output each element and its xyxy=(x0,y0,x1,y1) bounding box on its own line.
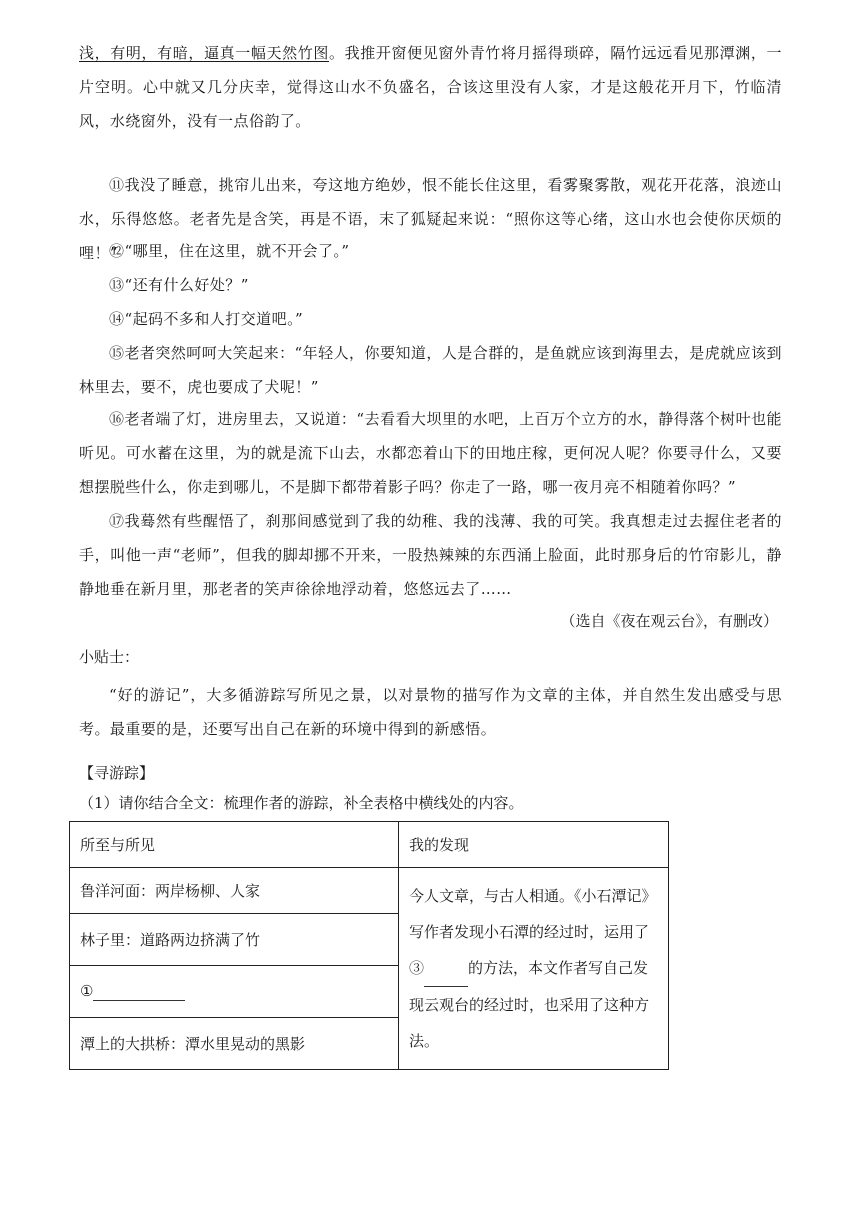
essay-paragraph-14: ⑭“起码不多和人打交道吧。” xyxy=(109,310,304,328)
question-1: （1）请你结合全文：梳理作者的游踪，补全表格中横线处的内容。 xyxy=(79,794,524,812)
finding-text-before: 今人文章，与古人相通。《小石潭记》写作者发现小石潭的经过时，运用了③ xyxy=(409,887,657,977)
essay-paragraph-12: ⑫“哪里，住在这里，就不开会了。” xyxy=(109,242,350,260)
itinerary-table xyxy=(69,821,669,1070)
route-cell-1: 鲁洋河面：两岸杨柳、人家 xyxy=(70,868,399,914)
essay-paragraph-16: ⑯老者端了灯，进房里去，又说道：“去看看大坝里的水吧，上百万个立方的水，静得落个树叶也能听见。可水蓄在这里，为的就是流下山去，水都恋着山下的田地庄稼，更何况人呢？你要寻什么，又要想摆脱些什么，你走到哪儿，不是脚下都带着影子吗？你走了一路，哪一夜月亮不相随着你吗？” xyxy=(79,410,782,496)
header-left-cell: 所至与所见 xyxy=(70,822,399,868)
table-header-row xyxy=(70,822,669,868)
essay-paragraph-15: ⑮老者突然呵呵大笑起来：“年轻人，你要知道，人是合群的，是鱼就应该到海里去，是虎就应该到林里去，要不，虎也要成了犬呢！” xyxy=(79,344,782,396)
answer-blank-3[interactable] xyxy=(424,950,468,987)
tips-body: “好的游记”，大多循游踪写所见之景，以对景物的描写作为文章的主体，并自然生发出感受与思考。最重要的是，还要写出自己在新的环境中得到的新感悟。 xyxy=(79,686,782,738)
intro-text: 。我推开窗便见窗外青竹将月摇得琐碎，隔竹远远看见那潭渊，一片空明。心中就又几分庆幸，觉得这山水不负盛名，合该这里没有人家，才是这般花开月下，竹临清风，水绕窗外，没有一点俗韵了。 xyxy=(79,44,782,130)
finding-cell xyxy=(399,868,669,1070)
section-title: 【寻游踪】 xyxy=(79,764,155,782)
underlined-phrase: 浅，有明，有暗，逼真一幅天然竹图 xyxy=(79,44,330,62)
header-right-cell: 我的发现 xyxy=(399,822,669,868)
essay-source: （选自《夜在观云台》，有删改） xyxy=(560,612,778,630)
essay-paragraph-intro xyxy=(79,36,782,138)
essay-paragraph-11: ⑪我没了睡意，挑帘儿出来，夸这地方绝妙，恨不能长住这里，看雾聚雾散，观花开花落，浪迹山水，乐得悠悠。老者先是含笑，再是不语，末了狐疑起来说：“照你这等心绪，这山水也会使你厌烦的哩！” xyxy=(79,176,782,262)
route-cell-3-label: ① xyxy=(80,982,94,1000)
tips-title: 小贴士： xyxy=(79,648,140,666)
essay-paragraph-17: ⑰我蓦然有些醒悟了，刹那间感觉到了我的幼稚、我的浅薄、我的可笑。我真想走过去握住老者的手，叫他一声“老师”，但我的脚却挪不开来，一股热辣辣的东西涌上脸面，此时那身后的竹帘影儿，静静地垂在新月里，那老者的笑声徐徐地浮动着，悠悠远去了…… xyxy=(79,512,782,598)
answer-blank-1[interactable] xyxy=(93,982,185,1001)
route-cell-2: 林子里：道路两边挤满了竹 xyxy=(70,914,399,966)
essay-paragraph-13: ⑬“还有什么好处？” xyxy=(109,276,249,294)
route-cell-3 xyxy=(70,966,399,1018)
table-row xyxy=(70,868,669,914)
finding-text-after: 的方法，本文作者写自己发现云观台的经过时，也采用了这种方法。 xyxy=(409,959,650,1050)
route-cell-4: 潭上的大拱桥：潭水里晃动的黑影 xyxy=(70,1018,399,1070)
